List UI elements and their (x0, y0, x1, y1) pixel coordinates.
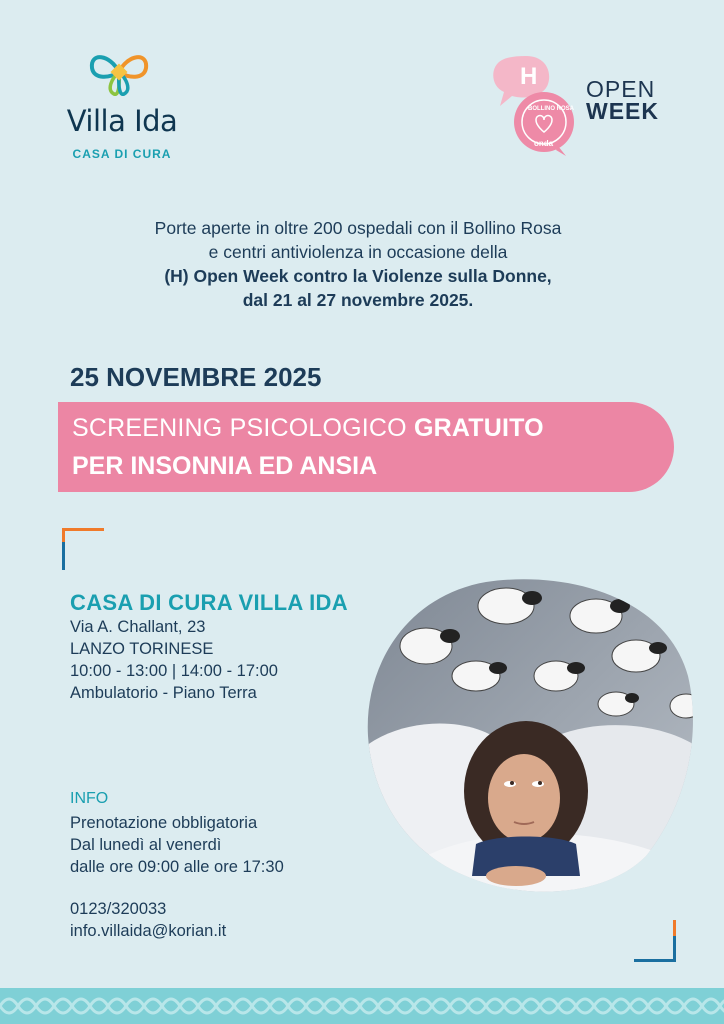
banner-line-2: PER INSONNIA ED ANSIA (72, 452, 378, 480)
banner-line-1 (72, 414, 544, 443)
intro-line-2: e centri antiviolenza in occasione della (208, 242, 508, 262)
info-booking: Prenotazione obbligatoria (70, 814, 258, 832)
logo-subtitle: CASA DI CURA (72, 147, 172, 161)
info-title: INFO (70, 790, 109, 807)
venue-location: Ambulatorio - Piano Terra (70, 684, 257, 702)
corner-bracket-top-icon (62, 528, 104, 570)
venue-city: LANZO TORINESE (70, 640, 214, 658)
week-label: WEEK (586, 98, 659, 124)
venue-address: Via A. Challant, 23 (70, 618, 206, 636)
intro-line-4: dal 21 al 27 novembre 2025. (242, 290, 474, 310)
banner-line-1-regular: SCREENING PSICOLOGICO (72, 414, 414, 442)
corner-bracket-bottom-icon (634, 920, 676, 962)
info-hours: dalle ore 09:00 alle ore 17:30 (70, 858, 284, 876)
bollino-rosa-badge-icon (486, 48, 586, 158)
intro-paragraph (40, 216, 676, 312)
badge-bollino-label: BOLLINO ROSA (528, 106, 574, 112)
banner-line-1-bold: GRATUITO (413, 414, 544, 442)
info-phone-link[interactable]: 0123/320033 (70, 900, 167, 918)
venue-title: CASA DI CURA VILLA IDA (70, 590, 348, 615)
intro-line-1: Porte aperte in oltre 200 ospedali con il Bollino Rosa (154, 218, 562, 238)
event-date: 25 NOVEMBRE 2025 (70, 362, 322, 392)
badge-h-letter: H (520, 63, 538, 90)
venue-hours: 10:00 - 13:00 | 14:00 - 17:00 (70, 662, 278, 680)
decorative-pattern-strip (0, 988, 724, 1024)
villa-ida-logo-icon (86, 48, 152, 96)
logo-name: Villa Ida (66, 104, 178, 138)
open-label: OPEN (586, 76, 656, 102)
info-email-link[interactable]: info.villaida@korian.it (70, 922, 227, 940)
badge-onda-label: onda (534, 139, 554, 148)
info-days: Dal lunedì al venerdì (70, 836, 222, 854)
intro-line-3: (H) Open Week contro la Violenze sulla Donne, (164, 266, 552, 286)
insomnia-photo (366, 576, 696, 898)
